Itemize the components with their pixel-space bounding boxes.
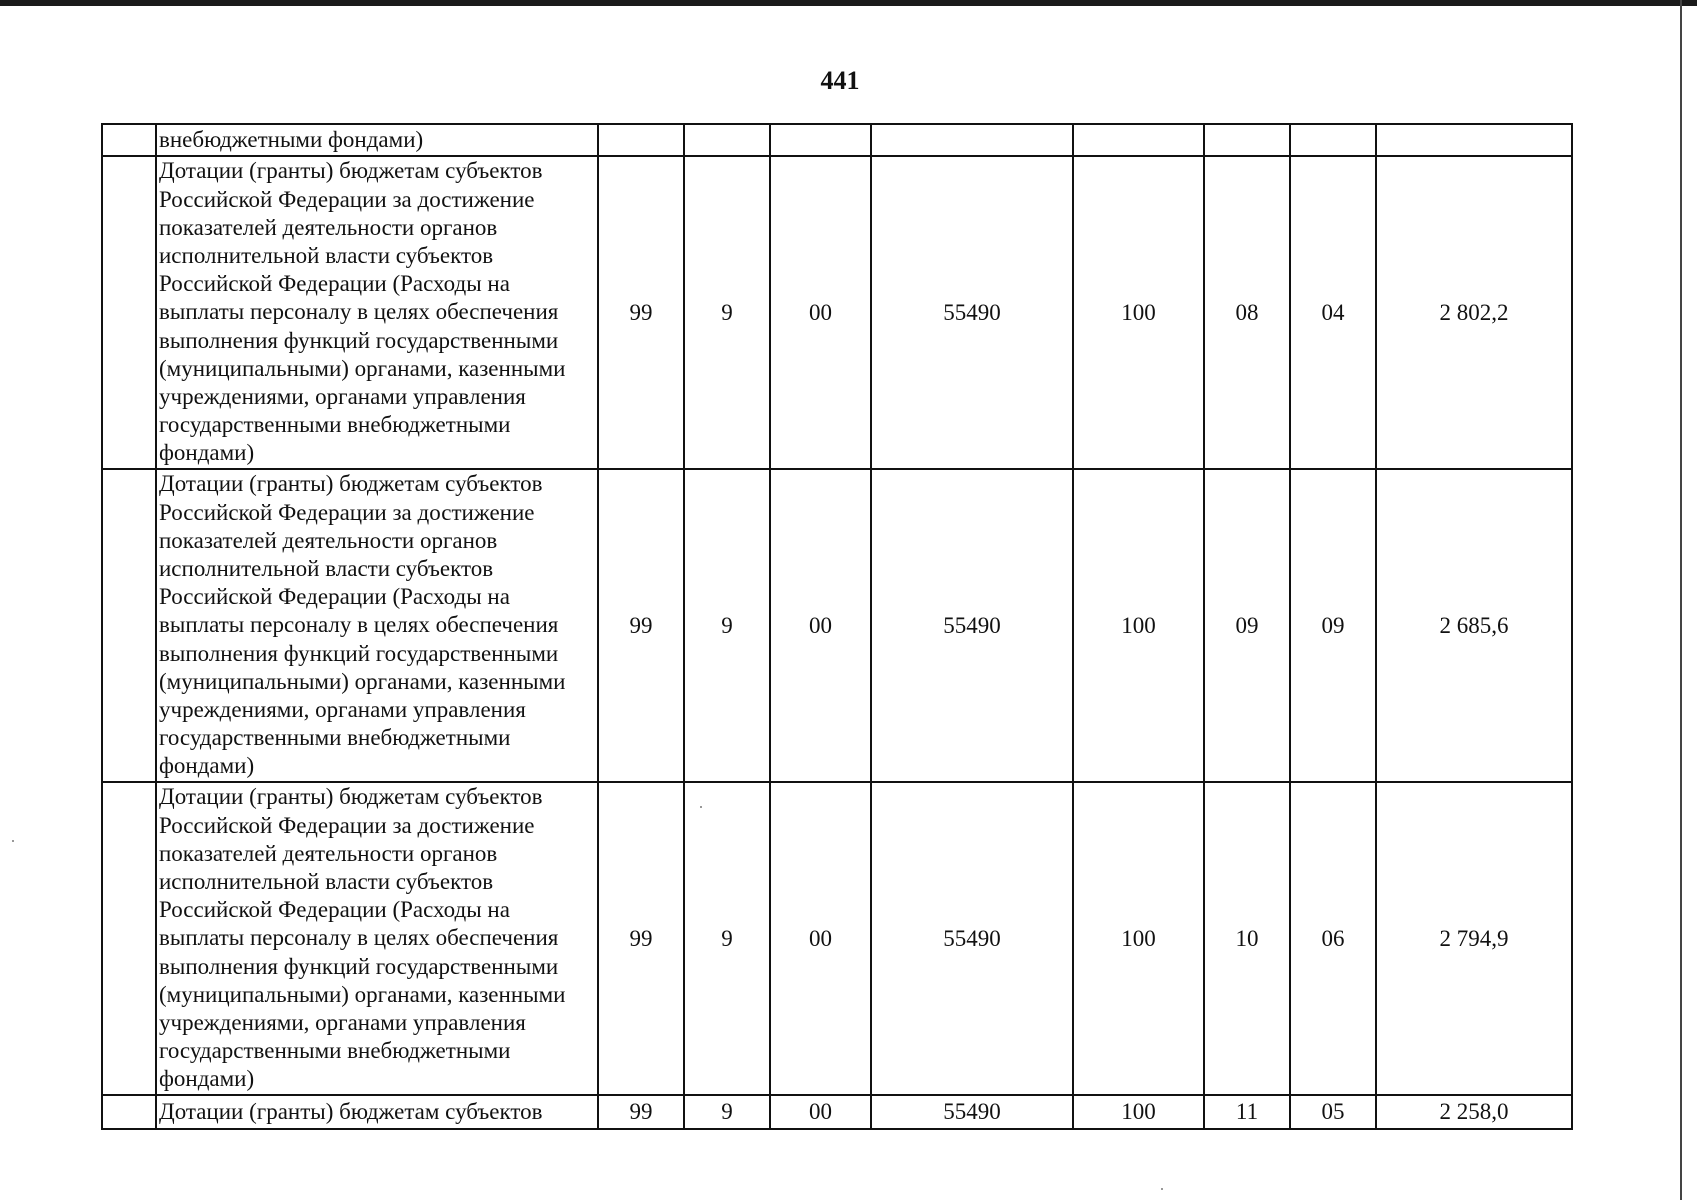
table-row [102,156,1572,469]
expense-type-cell: 100 [1073,469,1204,782]
code-subprogram-cell: 9 [684,1095,770,1129]
section-cell: 11 [1204,1095,1290,1129]
expense-type-cell: 100 [1073,1095,1204,1129]
code-program-cell: 99 [598,469,684,782]
section-cell [1204,124,1290,156]
code-direction-cell: 55490 [871,469,1073,782]
row-marker-cell [102,156,156,469]
code-subprogram-cell: 9 [684,469,770,782]
subsection-cell: 04 [1290,156,1376,469]
section-cell: 10 [1204,782,1290,1095]
code-main-activity-cell: 00 [770,469,871,782]
table-row [102,124,1572,156]
code-main-activity-cell: 00 [770,782,871,1095]
section-cell: 08 [1204,156,1290,469]
expense-type-cell [1073,124,1204,156]
code-main-activity-cell [770,124,871,156]
table-row [102,782,1572,1095]
code-program-cell: 99 [598,156,684,469]
amount-cell: 2 794,9 [1376,782,1572,1095]
code-program-cell [598,124,684,156]
code-direction-cell: 55490 [871,156,1073,469]
table-row [102,1095,1572,1129]
section-cell: 09 [1204,469,1290,782]
budget-table [101,123,1573,1130]
row-marker-cell [102,124,156,156]
row-description: Дотации (гранты) бюджетам субъектов [156,1095,598,1129]
row-description: Дотации (гранты) бюджетам субъектов Российской Федерации за достижение показателей деятельности органов исполнительной власти субъектов Российской Федерации (Расходы на выплаты персоналу в целях обеспечения выполнения функций государственными (муниципальными) органами, казенными учреждениями, органами управления государственными внебюджетными фондами) [156,782,598,1095]
subsection-cell: 05 [1290,1095,1376,1129]
scan-speck [12,840,14,842]
code-main-activity-cell: 00 [770,156,871,469]
subsection-cell: 09 [1290,469,1376,782]
code-subprogram-cell: 9 [684,156,770,469]
code-direction-cell [871,124,1073,156]
scan-right-edge [1680,0,1682,1200]
code-program-cell: 99 [598,1095,684,1129]
scan-top-edge [0,0,1697,6]
amount-cell [1376,124,1572,156]
code-main-activity-cell: 00 [770,1095,871,1129]
code-subprogram-cell: 9 [684,782,770,1095]
row-description: внебюджетными фондами) [156,124,598,156]
amount-cell: 2 258,0 [1376,1095,1572,1129]
table-row [102,469,1572,782]
row-marker-cell [102,1095,156,1129]
amount-cell: 2 685,6 [1376,469,1572,782]
page-number: 441 [820,66,860,95]
code-direction-cell: 55490 [871,1095,1073,1129]
subsection-cell: 06 [1290,782,1376,1095]
scan-speck [700,806,702,808]
row-marker-cell [102,469,156,782]
expense-type-cell: 100 [1073,156,1204,469]
code-direction-cell: 55490 [871,782,1073,1095]
row-description: Дотации (гранты) бюджетам субъектов Российской Федерации за достижение показателей деятельности органов исполнительной власти субъектов Российской Федерации (Расходы на выплаты персоналу в целях обеспечения выполнения функций государственными (муниципальными) органами, казенными учреждениями, органами управления государственными внебюджетными фондами) [156,156,598,469]
subsection-cell [1290,124,1376,156]
expense-type-cell: 100 [1073,782,1204,1095]
row-marker-cell [102,782,156,1095]
code-program-cell: 99 [598,782,684,1095]
row-description: Дотации (гранты) бюджетам субъектов Российской Федерации за достижение показателей деятельности органов исполнительной власти субъектов Российской Федерации (Расходы на выплаты персоналу в целях обеспечения выполнения функций государственными (муниципальными) органами, казенными учреждениями, органами управления государственными внебюджетными фондами) [156,469,598,782]
code-subprogram-cell [684,124,770,156]
amount-cell: 2 802,2 [1376,156,1572,469]
scan-speck [1161,1188,1163,1190]
